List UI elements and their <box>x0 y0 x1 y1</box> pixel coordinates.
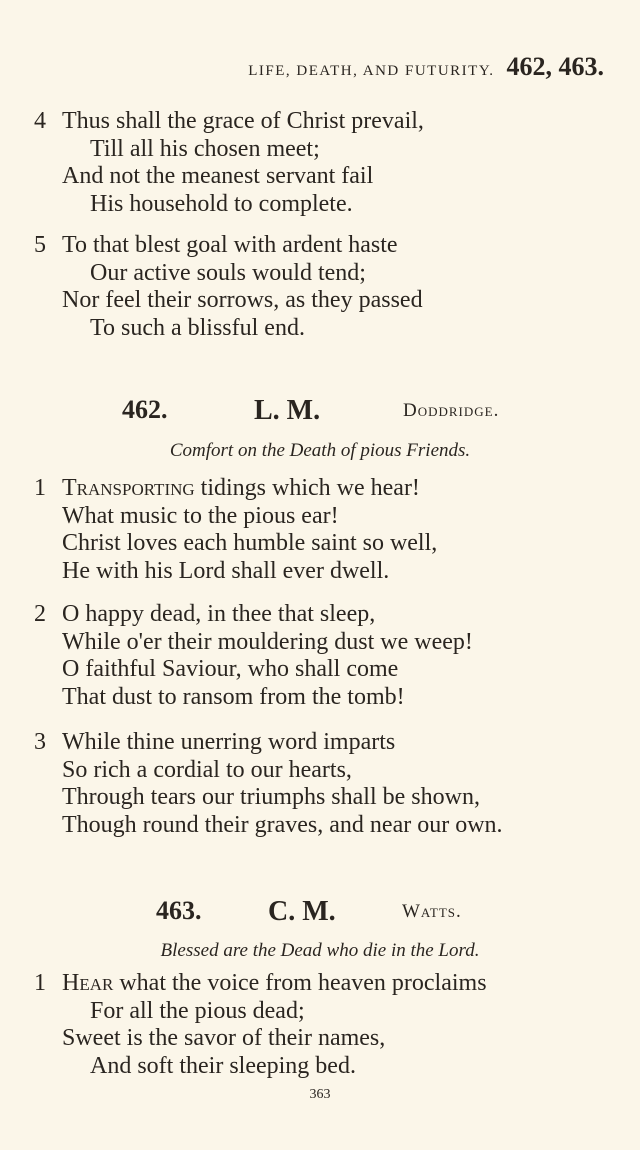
stanza-number: 4 <box>34 108 46 134</box>
hymn-author: Watts. <box>402 901 462 922</box>
hymn-463-subtitle: Blessed are the Dead who die in the Lord. <box>160 940 480 961</box>
stanza-number: 1 <box>34 970 46 996</box>
hymn-number: 462. <box>122 395 168 424</box>
opening-line-rest: what the voice from heaven proclaims <box>113 970 487 996</box>
hymn-463-heading <box>0 896 640 930</box>
verse-line: His household to complete. <box>90 190 353 217</box>
verse-line: Till all his chosen meet; <box>90 135 320 162</box>
hymn-meter: L. M. <box>254 395 321 426</box>
opening-word: Hear <box>62 970 114 996</box>
verse-line: O faithful Saviour, who shall come <box>62 656 399 682</box>
hymn-462-heading <box>0 395 640 429</box>
verse-line: That dust to ransom from the tomb! <box>62 683 405 710</box>
stanza-number: 5 <box>34 232 46 258</box>
verse-line <box>62 475 420 503</box>
verse-line: Christ loves each humble saint so well, <box>62 530 438 556</box>
verse-line: Through tears our triumphs shall be shown, <box>62 784 480 810</box>
page-number: 363 <box>309 1087 331 1102</box>
opening-line-rest: tidings which we hear! <box>194 475 420 501</box>
hymn-author: Doddridge. <box>403 400 500 421</box>
hymn-462-subtitle: Comfort on the Death of pious Friends. <box>169 440 471 461</box>
verse-line: Nor feel their sorrows, as they passed <box>62 287 423 313</box>
stanza-number: 2 <box>34 601 46 627</box>
verse-line: To such a blissful end. <box>90 314 305 341</box>
verse-line: What music to the pious ear! <box>62 502 339 529</box>
stanza-number: 1 <box>34 475 46 501</box>
verse-line: He with his Lord shall ever dwell. <box>62 557 390 584</box>
verse-line: And soft their sleeping bed. <box>90 1052 356 1079</box>
verse-line <box>62 970 487 998</box>
verse-line: Though round their graves, and near our own. <box>62 811 503 838</box>
verse-line: While o'er their mouldering dust we weep! <box>62 628 473 655</box>
verse-line: Thus shall the grace of Christ prevail, <box>62 108 424 134</box>
verse-line: O happy dead, in thee that sleep, <box>62 601 376 627</box>
running-head-hymn-numbers: 462, 463. <box>506 52 604 81</box>
hymn-number: 463. <box>156 896 202 925</box>
hymn-meter: C. M. <box>268 896 336 927</box>
verse-line: And not the meanest servant fail <box>62 163 374 189</box>
verse-line: So rich a cordial to our hearts, <box>62 756 352 783</box>
opening-word: Transporting <box>62 475 195 501</box>
running-head <box>248 52 604 82</box>
running-head-title: LIFE, DEATH, AND FUTURITY. <box>248 63 495 79</box>
verse-line: To that blest goal with ardent haste <box>62 232 398 258</box>
stanza-number: 3 <box>34 729 46 755</box>
verse-line: For all the pious dead; <box>90 997 305 1024</box>
verse-line: Our active souls would tend; <box>90 259 366 286</box>
verse-line: While thine unerring word imparts <box>62 729 396 755</box>
verse-line: Sweet is the savor of their names, <box>62 1025 386 1051</box>
